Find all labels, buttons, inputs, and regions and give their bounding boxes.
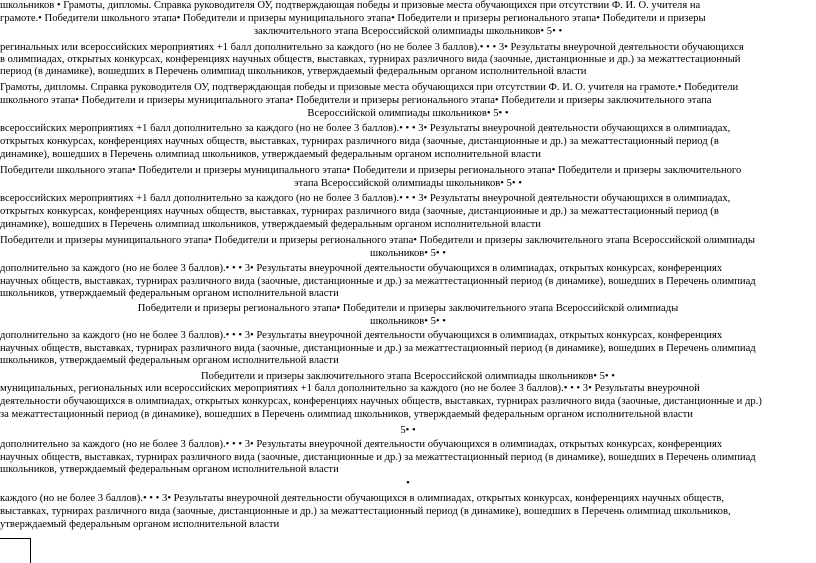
text-line: грамоте.• Победители школьного этапа• Победители и призеры муниципального этапа• Победители и призеры регионального этапа• Победители и призеры xyxy=(0,13,706,24)
text-line: Всероссийской олимпиады школьников• 5• • xyxy=(307,108,509,119)
text-line: деятельности обучающихся в олимпиадах, открытых конкурсах, конференциях научных обществ, выставках, турнирах различного вида (заочные, дистанционные и др.) xyxy=(0,396,762,407)
text-line: Победители и призеры муниципального этапа• Победители и призеры регионального этапа• Победители и призеры заключительного этапа Всероссийской олимпиады xyxy=(0,235,755,246)
text-line: муниципальных, региональных или всероссийских мероприятиях +1 балл дополнительно за каждого (но не более 3 баллов).• • • 3• Результаты внеурочной xyxy=(0,383,700,394)
text-line: утверждаемый федеральным органом исполнительной власти xyxy=(0,519,280,530)
text-line: регинальных или всероссийских мероприятиях +1 балл дополнительно за каждого (но не более 3 баллов).• • • 3• Результаты внеурочной деятельности обучающихся xyxy=(0,42,744,53)
text-line: школьников• 5• • xyxy=(369,316,446,327)
text-line: Победители и призеры заключительного этапа Всероссийской олимпиады школьников• 5• • xyxy=(201,371,615,382)
text-line: каждого (но не более 3 баллов).• • • 3• Результаты внеурочной деятельности обучающихся в олимпиадах, открытых конкурсах, конференциях научных обществ, xyxy=(0,493,725,504)
text-line: этапа Всероссийской олимпиады школьников• 5• • xyxy=(293,178,523,189)
text-line: открытых конкурсах, конференциях научных обществ, выставках, турнирах различного вида (заочные, дистанционные и др.) за межаттестационный период (в xyxy=(0,206,719,217)
text-line: школьников, утверждаемый федеральным органом исполнительной власти xyxy=(0,355,339,366)
text-line: научных обществ, выставках, турнирах различного вида (заочные, дистанционные и др.) за межаттестационный период (в динамике), вошедших в Перечень олимпиад xyxy=(0,343,756,354)
text-line: школьников, утверждаемый федеральным органом исполнительной власти xyxy=(0,464,339,475)
text-line: научных обществ, выставках, турнирах различного вида (заочные, дистанционные и др.) за межаттестационный период (в динамике), вошедших в Перечень олимпиад xyxy=(0,452,756,463)
text-line: динамике), вошедших в Перечень олимпиад школьников, утверждаемый федеральным органом исполнительной власти xyxy=(0,219,541,230)
text-line: открытых конкурсах, конференциях научных обществ, выставках, турнирах различного вида (заочные, дистанционные и др.) за межаттестационный период (в xyxy=(0,136,719,147)
text-line: школьников• 5• • xyxy=(369,248,446,259)
text-line: 5• • xyxy=(400,425,416,436)
text-line: период (в динамике), вошедших в Перечень олимпиад школьников, утверждаемый федеральным органом исполнительной власти xyxy=(0,66,587,77)
text-line: в олимпиадах, открытых конкурсах, конференциях научных обществ, выставках, турнирах различного вида (заочные, дистанционные и др.) за межаттестационный xyxy=(0,54,741,65)
text-line: динамике), вошедших в Перечень олимпиад школьников, утверждаемый федеральным органом исполнительной власти xyxy=(0,149,541,160)
text-line: всероссийских мероприятиях +1 балл дополнительно за каждого (но не более 3 баллов).• • • 3• Результаты внеурочной деятельности обучающихся в олимпиадах, xyxy=(0,123,731,134)
text-line: • xyxy=(406,478,410,489)
text-line: заключительного этапа Всероссийской олимпиады школьников• 5• • xyxy=(253,26,563,37)
text-line: дополнительно за каждого (но не более 3 баллов).• • • 3• Результаты внеурочной деятельности обучающихся в олимпиадах, открытых конкурсах, конференциях xyxy=(0,263,723,274)
text-line: школьного этапа• Победители и призеры муниципального этапа• Победители и призеры регионального этапа• Победители и призеры заключительного этапа xyxy=(0,95,712,106)
text-line: всероссийских мероприятиях +1 балл дополнительно за каждого (но не более 3 баллов).• • • 3• Результаты внеурочной деятельности обучающихся в олимпиадах, xyxy=(0,193,731,204)
text-line: Победители и призеры регионального этапа• Победители и призеры заключительного этапа Всероссийской олимпиады xyxy=(137,303,679,314)
text-line: дополнительно за каждого (но не более 3 баллов).• • • 3• Результаты внеурочной деятельности обучающихся в олимпиадах, открытых конкурсах, конференциях xyxy=(0,439,723,450)
text-line: научных обществ, выставках, турнирах различного вида (заочные, дистанционные и др.) за межаттестационный период (в динамике), вошедших в Перечень олимпиад xyxy=(0,276,756,287)
text-line: выставках, турнирах различного вида (заочные, дистанционные и др.) за межаттестационный период (в динамике), вошедших в Перечень олимпиад школьников, xyxy=(0,506,731,517)
text-line: Победители школьного этапа• Победители и призеры муниципального этапа• Победители и призеры регионального этапа• Победители и призеры заключительного xyxy=(0,165,742,176)
text-line: школьников • Грамоты, дипломы. Справка руководителя ОУ, подтверждающая победы и призовые места обучающихся при отсутствии Ф. И. О. учителя на xyxy=(0,0,701,11)
text-line: дополнительно за каждого (но не более 3 баллов).• • • 3• Результаты внеурочной деятельности обучающихся в олимпиадах, открытых конкурсах, конференциях xyxy=(0,330,723,341)
corner-box xyxy=(0,538,31,563)
text-line: школьников, утверждаемый федеральным органом исполнительной власти xyxy=(0,288,339,299)
text-line: Грамоты, дипломы. Справка руководителя ОУ, подтверждающая победы и призовые места обучающихся при отсутствии Ф. И. О. учителя на грамоте.• Победители xyxy=(0,82,739,93)
text-line: за межаттестационный период (в динамике), вошедших в Перечень олимпиад школьников, утверждаемый федеральным органом исполнительной власти xyxy=(0,409,693,420)
